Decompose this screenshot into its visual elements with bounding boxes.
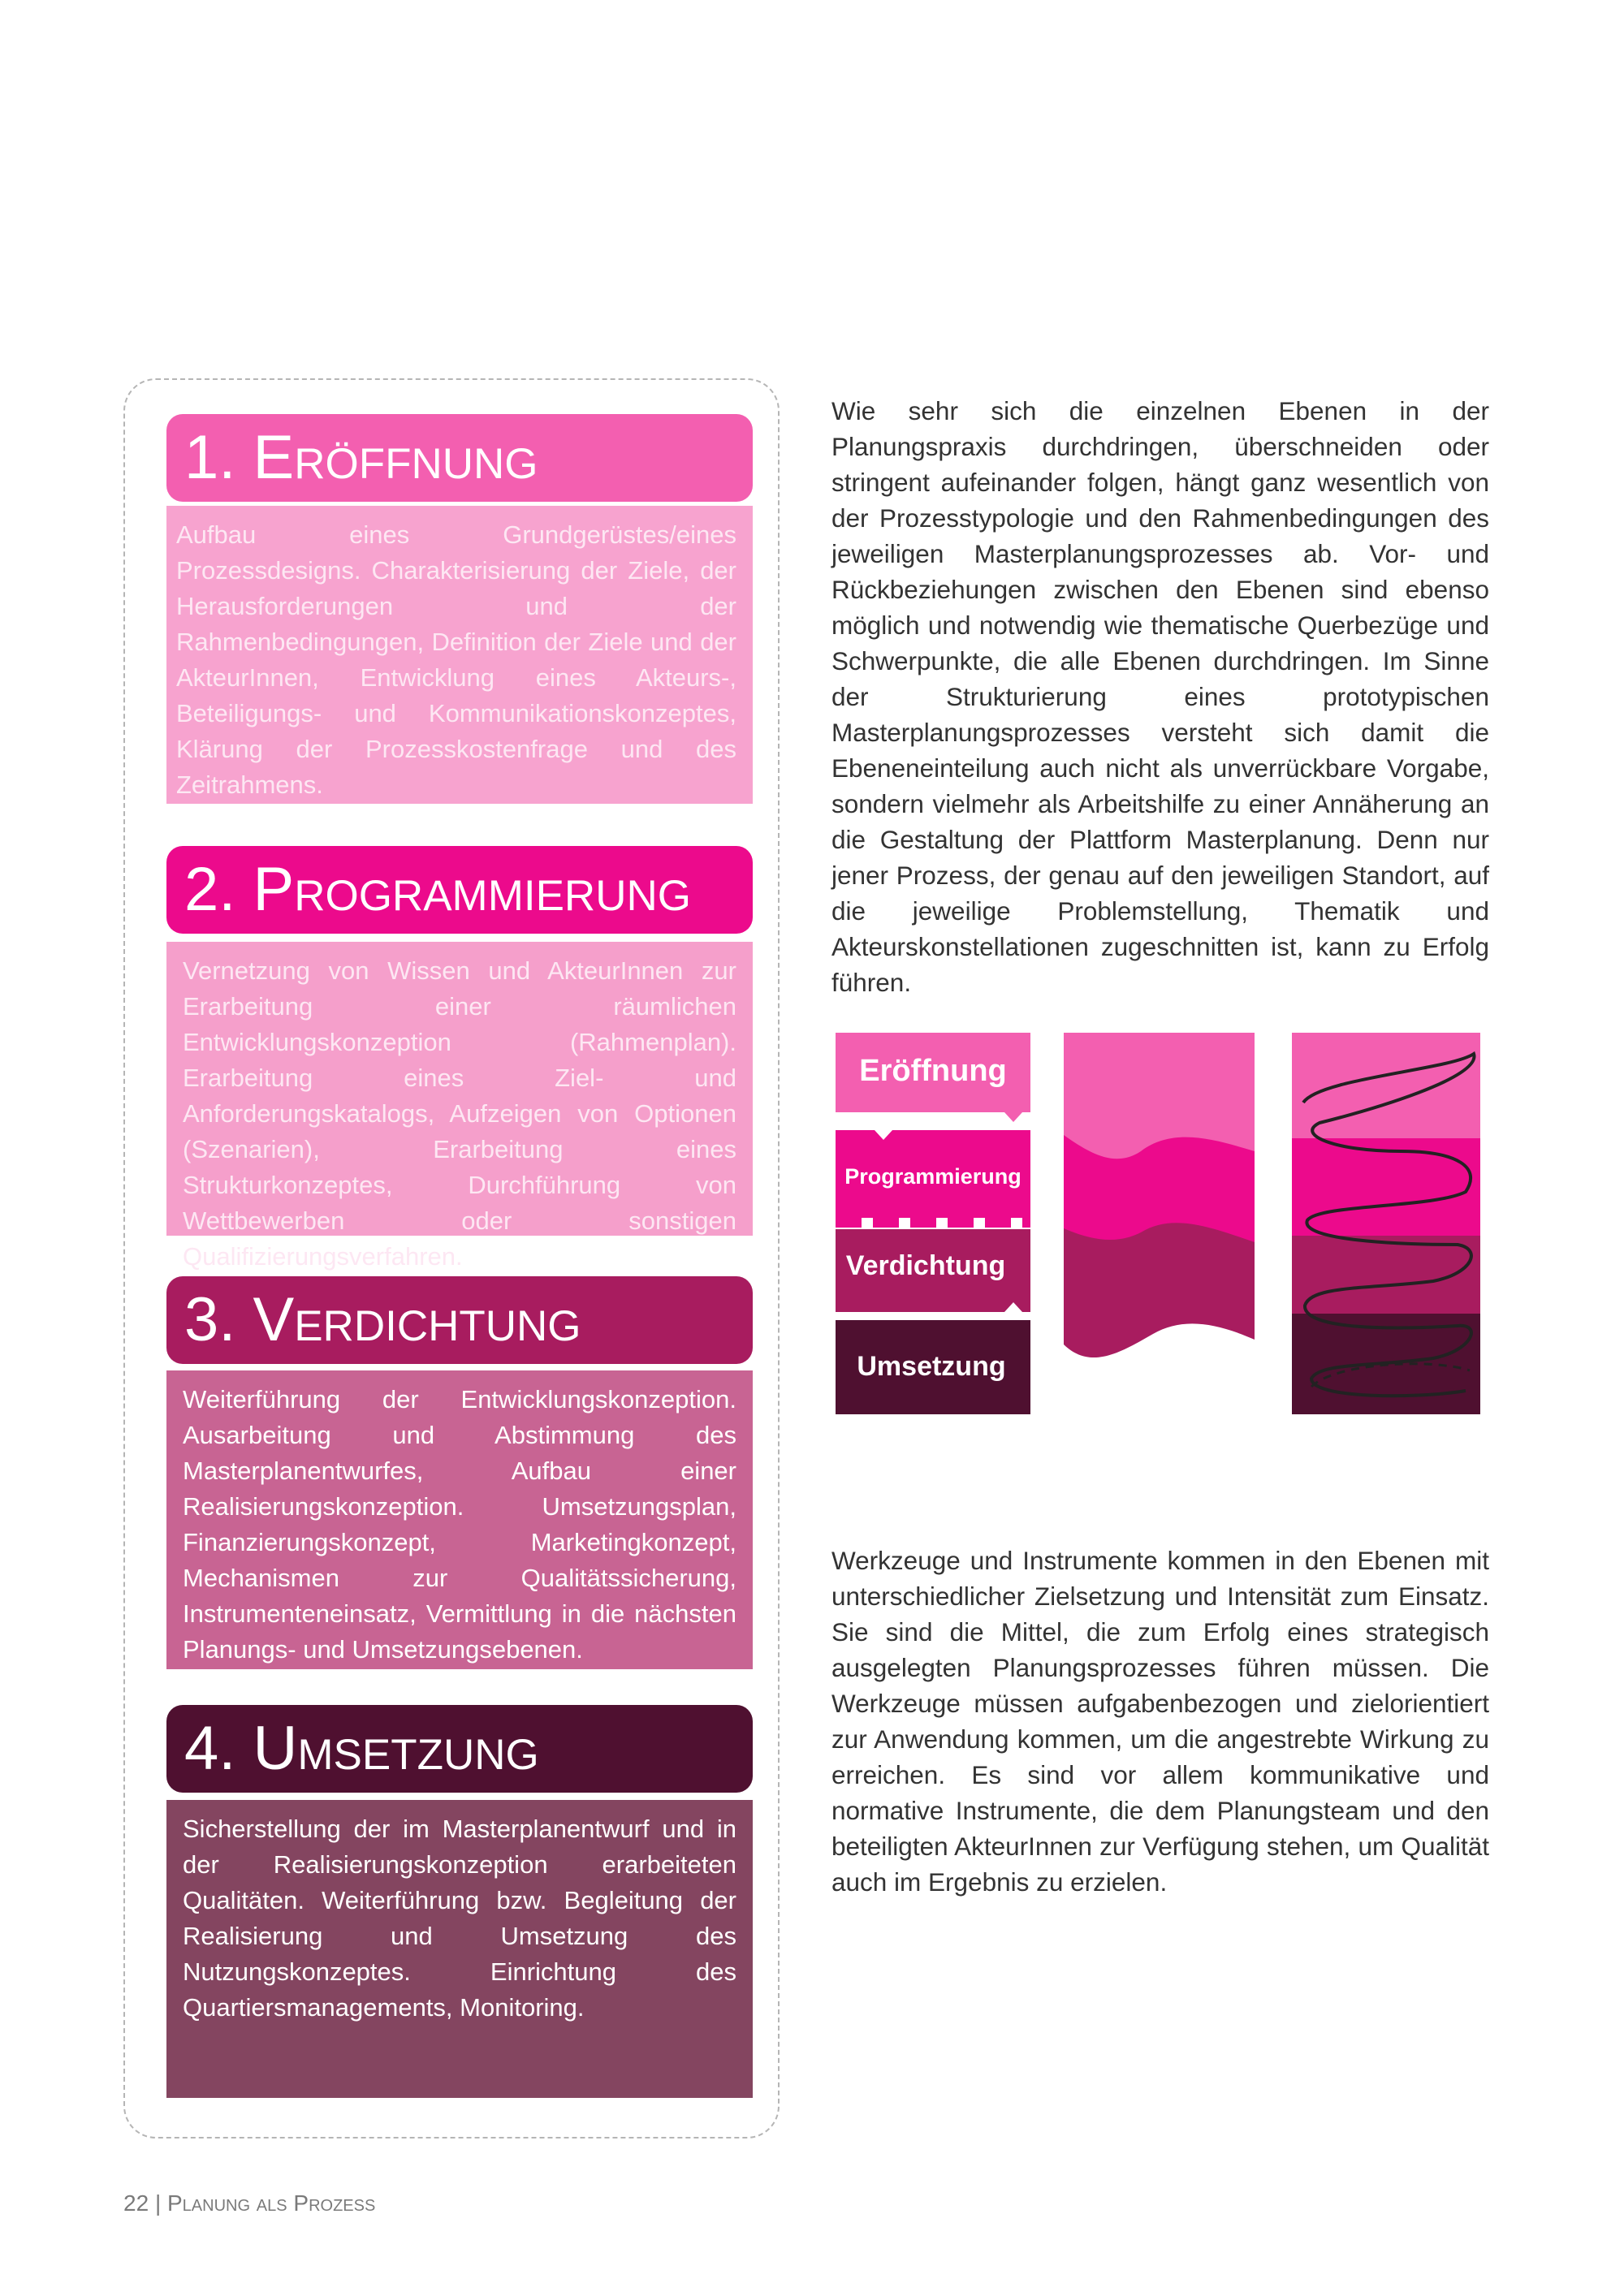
step-3-heading <box>166 1276 753 1364</box>
step-3-number: 3. <box>184 1285 236 1354</box>
step-2-number: 2. <box>184 855 236 924</box>
step-3-title: Verdichtung <box>253 1285 581 1354</box>
diagram-wave-layers <box>1064 1033 1255 1357</box>
section-title: Planung als Prozess <box>167 2190 376 2216</box>
step-2-body: Vernetzung von Wissen und AkteurInnen zur Erarbeitung einer räumlichen Entwicklungskonzeption (Rahmenplan). Erarbeitung eines Ziel- und Anforderungskatalogs, Aufzeigen von Optionen (Szenarien), Erarbeitung eines Strukturkonzeptes, Durchführung von Wettbewerben oder sonstigen Qualifizierungsverfahren. <box>166 942 753 1236</box>
step-2-title: Programmierung <box>253 855 691 924</box>
step-1-number: 1. <box>184 423 236 492</box>
diagram-stack <box>836 1033 1030 1414</box>
footer-separator: | <box>154 2190 162 2216</box>
step-4-body: Sicherstellung der im Masterplanentwurf und in der Realisierungskonzeption erarbeiteten Qualitäten. Weiterführung bzw. Begleitung der Realisierung und Umsetzung des Nutzungskonzeptes. Einrichtung des Quartiersmanagements, Monitoring. <box>166 1800 753 2098</box>
diagram-label-umsetzung: Umsetzung <box>857 1351 1006 1382</box>
page-footer <box>123 2190 375 2216</box>
step-1-title: Eröffnung <box>253 423 538 492</box>
step-1-heading <box>166 414 753 502</box>
intro-paragraph: Wie sehr sich die einzelnen Ebenen in der Planungspraxis durchdringen, überschneiden oder stringent aufeinander folgen, hängt ganz wesentlich von der Prozesstypologie und den Rahmenbedingungen des jeweiligen Masterplanungsprozesses ab. Vor- und Rückbeziehungen zwischen den Ebenen sind ebenso möglich und notwendig wie thematische Querbezüge und Schwerpunkte, die alle Ebenen durchdringen. Im Sinne der Strukturierung eines prototypischen Masterplanungsprozesses versteht sich damit die Ebeneneinteilung auch nicht als unverrückbare Vorgabe, sondern vielmehr als Arbeitshilfe zu einer Annäherung an die Gestaltung der Plattform Masterplanung. Denn nur jener Prozess, der genau auf den jeweiligen Standort, auf die jeweilige Problemstellung, Thematik und Akteurskonstellationen zugeschnitten ist, kann zu Erfolg führen. <box>831 396 1489 997</box>
step-4-heading <box>166 1705 753 1793</box>
page-number: 22 <box>123 2190 149 2216</box>
step-2-heading <box>166 846 753 934</box>
diagram-label-programmierung: Programmierung <box>844 1164 1021 1189</box>
tools-paragraph: Werkzeuge und Instrumente kommen in den Ebenen mit unterschiedlicher Zielsetzung und Intensität zum Einsatz. Sie sind die Mittel, die zum Erfolg eines strategisch ausgelegten Planungsprozesses führen müssen. Die Werkzeuge müssen aufgabenbezogen und zielorientiert zur Anwendung kommen, um die angestrebte Wirkung zu erreichen. Es sind vor allem kommunikative und normative Instrumente, die dem Planungsteam und den beteiligten AkteurInnen zur Verfügung stehen, um Qualität auch im Ergebnis zu erzielen. <box>831 1546 1489 1897</box>
diagram-spiral <box>1292 1033 1480 1414</box>
step-4-title: Umsetzung <box>253 1714 539 1783</box>
wave-layer-3 <box>1064 1223 1255 1357</box>
step-3-body: Weiterführung der Entwicklungskonzeption. Ausarbeitung und Abstimmung des Masterplanentwurfes, Aufbau einer Realisierungskonzeption. Umsetzungsplan, Finanzierungskonzept, Marketingkonzept, Mechanismen zur Qualitätssicherung, Instrumenteneinsatz, Vermittlung in die nächsten Planungs- und Umsetzungsebenen. <box>166 1370 753 1669</box>
diagram-label-eroeffnung: Eröffnung <box>859 1054 1007 1088</box>
process-diagram <box>832 1029 1482 1419</box>
spiral-band-2 <box>1292 1138 1480 1236</box>
step-4-number: 4. <box>184 1714 236 1783</box>
diagram-label-verdichtung: Verdichtung <box>845 1250 1006 1281</box>
step-1-body: Aufbau eines Grundgerüstes/eines Prozessdesigns. Charakterisierung der Ziele, der Herausforderungen und der Rahmenbedingungen, Definition der Ziele und der AkteurInnen, Entwicklung eines Akteurs-, Beteiligungs- und Kommunikationskonzeptes, Klärung der Prozesskostenfrage und des Zeitrahmens. <box>166 506 753 804</box>
